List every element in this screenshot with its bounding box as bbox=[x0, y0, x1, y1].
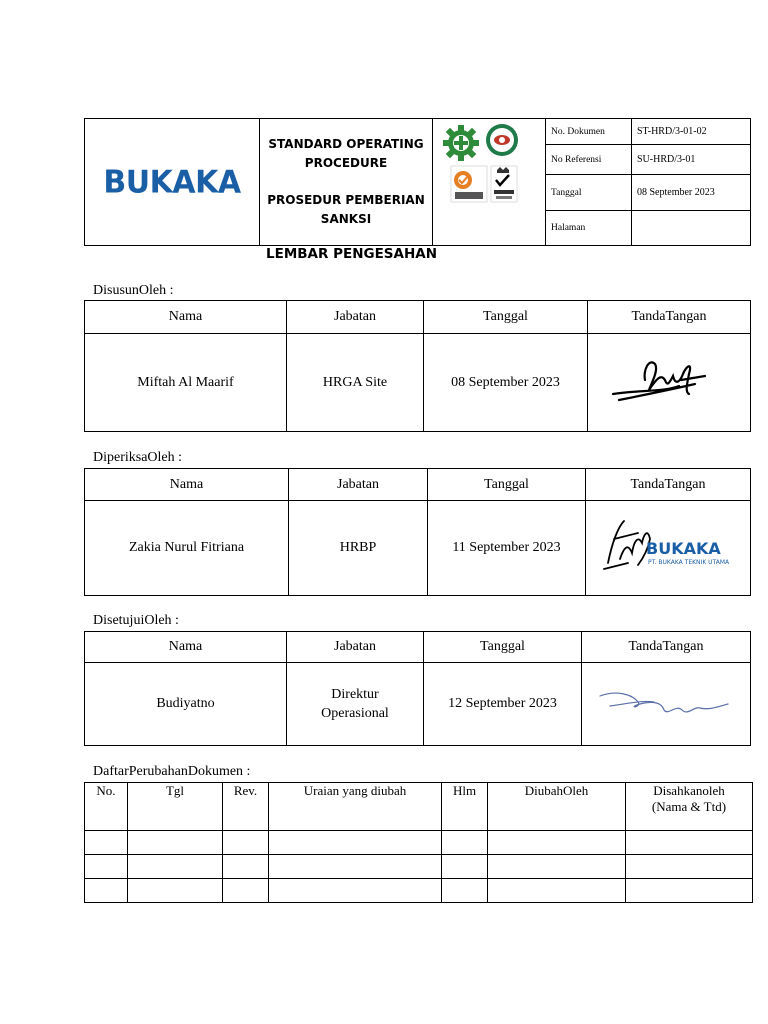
meta-label: No. Dokumen bbox=[546, 119, 632, 145]
col-header: Jabatan bbox=[289, 469, 428, 501]
sgs-logo bbox=[451, 166, 487, 202]
disusun-table bbox=[84, 300, 751, 432]
col-header: Hlm bbox=[442, 783, 488, 831]
meta-value bbox=[632, 211, 751, 246]
col-header: TandaTangan bbox=[586, 469, 751, 501]
table-row bbox=[85, 831, 753, 855]
date-cell: 11 September 2023 bbox=[428, 501, 586, 596]
change-log-table bbox=[84, 782, 753, 903]
col-header: TandaTangan bbox=[588, 301, 751, 334]
table-row bbox=[85, 855, 753, 879]
header-line: (Nama & Ttd) bbox=[651, 799, 727, 814]
position-cell: HRGA Site bbox=[287, 334, 424, 432]
signature-cell bbox=[588, 334, 751, 432]
col-header: Uraian yang diubah bbox=[269, 783, 442, 831]
disetujui-table bbox=[84, 631, 751, 746]
ukas-logo bbox=[491, 166, 517, 202]
diperiksa-table bbox=[84, 468, 751, 596]
position-line: Direktur bbox=[331, 687, 379, 702]
name-cell: Budiyatno bbox=[85, 663, 287, 746]
col-header: Jabatan bbox=[287, 301, 424, 334]
meta-label: Halaman bbox=[546, 211, 632, 246]
stamp-brand: BUKAKA bbox=[646, 539, 721, 558]
col-header: DiubahOleh bbox=[488, 783, 626, 831]
position-cell: HRBP bbox=[289, 501, 428, 596]
date-cell: 08 September 2023 bbox=[424, 334, 588, 432]
page-title: LEMBAR PENGESAHAN bbox=[266, 246, 438, 262]
col-header: Nama bbox=[85, 469, 289, 501]
col-header: Tanggal bbox=[424, 301, 588, 334]
meta-value: SU-HRD/3-01 bbox=[632, 145, 751, 175]
name-cell: Miftah Al Maarif bbox=[85, 334, 287, 432]
title-line: STANDARD OPERATING bbox=[268, 137, 424, 151]
meta-label: No Referensi bbox=[546, 145, 632, 175]
header-line: Disahkanoleh bbox=[653, 783, 725, 798]
position-line: Operasional bbox=[321, 706, 389, 721]
col-header: Nama bbox=[85, 301, 287, 334]
col-header: No. bbox=[85, 783, 128, 831]
kan-logo bbox=[486, 124, 518, 156]
document-header bbox=[84, 118, 751, 246]
title-line: SANKSI bbox=[320, 212, 372, 226]
col-header: Jabatan bbox=[287, 632, 424, 663]
certification-logos bbox=[433, 119, 546, 246]
col-header: TandaTangan bbox=[582, 632, 751, 663]
title-line: PROCEDURE bbox=[304, 156, 388, 170]
diperiksa-label: DiperiksaOleh : bbox=[93, 450, 183, 465]
k3-gear-logo bbox=[443, 125, 479, 161]
document-title bbox=[260, 119, 433, 246]
disetujui-label: DisetujuiOleh : bbox=[93, 613, 179, 628]
col-header: Tgl bbox=[128, 783, 223, 831]
date-cell: 12 September 2023 bbox=[424, 663, 582, 746]
bukaka-logo: BUKAKA bbox=[103, 163, 241, 201]
signature-stamp bbox=[598, 513, 738, 583]
meta-value: ST-HRD/3-01-02 bbox=[632, 119, 751, 145]
meta-label: Tanggal bbox=[546, 175, 632, 211]
disusun-label: DisusunOleh : bbox=[93, 283, 174, 298]
title-line: PROSEDUR PEMBERIAN bbox=[267, 193, 425, 207]
col-header: Tanggal bbox=[424, 632, 582, 663]
name-cell: Zakia Nurul Fitriana bbox=[85, 501, 289, 596]
stamp-company: PT. BUKAKA TEKNIK UTAMA bbox=[648, 559, 730, 566]
col-header: Nama bbox=[85, 632, 287, 663]
signature-image bbox=[596, 682, 736, 722]
position-cell bbox=[287, 663, 424, 746]
meta-value: 08 September 2023 bbox=[632, 175, 751, 211]
col-header bbox=[626, 783, 753, 831]
table-row bbox=[85, 879, 753, 903]
signature-cell bbox=[586, 501, 751, 596]
signature-cell bbox=[582, 663, 751, 746]
col-header: Rev. bbox=[223, 783, 269, 831]
col-header: Tanggal bbox=[428, 469, 586, 501]
perubahan-label: DaftarPerubahanDokumen : bbox=[93, 764, 251, 779]
company-logo-cell bbox=[85, 119, 260, 246]
signature-image bbox=[609, 350, 729, 410]
